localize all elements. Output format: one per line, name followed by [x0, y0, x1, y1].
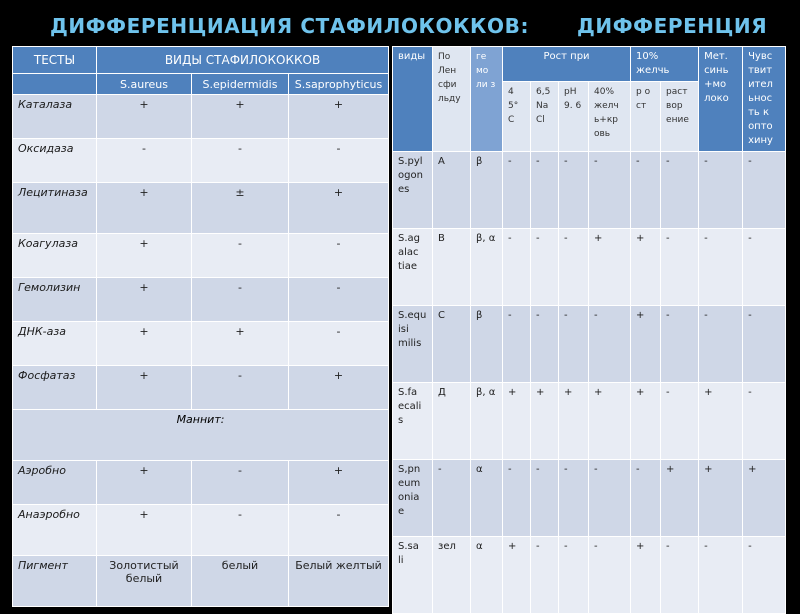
test-value: Золотистый белый — [97, 556, 192, 607]
page-title: ДИФФЕРЕНЦИАЦИЯ СТАФИЛОКОККОВ: — [50, 14, 530, 38]
test-value: + — [192, 322, 289, 366]
lancefield-group: А — [433, 152, 471, 229]
test-value: - — [699, 152, 743, 229]
test-name: Каталаза — [13, 95, 97, 139]
species-header: S.aureus — [97, 74, 192, 95]
species-name: S.fa ecali s — [393, 383, 433, 460]
species-name: S.equ isi milis — [393, 306, 433, 383]
test-value: белый — [192, 556, 289, 607]
hemolysis-type: β, α — [471, 229, 503, 306]
table-row — [13, 139, 389, 183]
test-value: + — [631, 306, 661, 383]
test-value: + — [97, 461, 192, 505]
species-header: S.epidermidis — [192, 74, 289, 95]
hemolysis-type: α — [471, 460, 503, 537]
test-value: + — [699, 460, 743, 537]
test-value: - — [699, 229, 743, 306]
test-value: + — [589, 229, 631, 306]
mannit-section-label: Маннит: — [13, 410, 389, 461]
table-row — [393, 383, 786, 460]
table-row — [393, 460, 786, 537]
test-value: + — [192, 95, 289, 139]
lancefield-group: зел — [433, 537, 471, 614]
lancefield-group: С — [433, 306, 471, 383]
test-value: - — [503, 229, 531, 306]
test-value: - — [661, 383, 699, 460]
test-value: - — [559, 152, 589, 229]
test-value: - — [192, 461, 289, 505]
test-value: - — [559, 537, 589, 614]
test-value: Белый желтый — [289, 556, 389, 607]
hemolysis-type: β — [471, 306, 503, 383]
growth-at-header: Рост при — [503, 47, 631, 82]
growth-subheader: 6,5 Na Cl — [531, 82, 559, 152]
sensitivity-column-header: Чувс твит ител ьнос ть к опто хину — [743, 47, 786, 152]
test-value: - — [559, 229, 589, 306]
test-value: + — [97, 183, 192, 234]
test-value: - — [631, 152, 661, 229]
test-value: + — [699, 383, 743, 460]
hemolysis-type: α — [471, 537, 503, 614]
table-row — [393, 229, 786, 306]
test-name: Аэробно — [13, 461, 97, 505]
test-value: - — [192, 278, 289, 322]
test-value: + — [631, 229, 661, 306]
test-value: - — [699, 537, 743, 614]
page-title-continued: ДИФФЕРЕНЦИЯ — [577, 14, 768, 38]
test-value: - — [743, 229, 786, 306]
test-value: + — [289, 366, 389, 410]
lancefield-group: В — [433, 229, 471, 306]
test-value: + — [589, 383, 631, 460]
test-value: + — [559, 383, 589, 460]
test-name: Коагулаза — [13, 234, 97, 278]
streptococci-table — [392, 46, 786, 614]
test-value: - — [289, 139, 389, 183]
table-row — [13, 505, 389, 556]
test-value: - — [192, 505, 289, 556]
test-value: - — [661, 229, 699, 306]
test-value: + — [97, 278, 192, 322]
tests-header: ТЕСТЫ — [13, 47, 97, 74]
test-value: - — [531, 306, 559, 383]
test-value: - — [559, 306, 589, 383]
table-row — [13, 322, 389, 366]
test-value: - — [531, 229, 559, 306]
table-row — [13, 278, 389, 322]
growth-subheader: 4 5° С — [503, 82, 531, 152]
growth-subheader: 40% желч ь+кр овь — [589, 82, 631, 152]
test-value: - — [531, 152, 559, 229]
test-name: Фосфатаз — [13, 366, 97, 410]
test-value: + — [97, 322, 192, 366]
test-value: + — [97, 234, 192, 278]
test-value: - — [743, 306, 786, 383]
test-value: + — [97, 95, 192, 139]
test-value: - — [503, 306, 531, 383]
lancefield-group: Д — [433, 383, 471, 460]
test-value: - — [192, 139, 289, 183]
table-row — [13, 183, 389, 234]
test-name: Гемолизин — [13, 278, 97, 322]
species-name: S.sa li — [393, 537, 433, 614]
species-group-header: ВИДЫ СТАФИЛОКОККОВ — [97, 47, 389, 74]
test-name: ДНК-аза — [13, 322, 97, 366]
hemolysis-type: β — [471, 152, 503, 229]
test-value: - — [699, 306, 743, 383]
table-row — [393, 537, 786, 614]
staphylococci-table — [12, 46, 389, 607]
test-value: - — [589, 152, 631, 229]
test-value: - — [743, 383, 786, 460]
test-value: - — [289, 278, 389, 322]
test-value: - — [97, 139, 192, 183]
test-value: + — [531, 383, 559, 460]
test-value: - — [743, 152, 786, 229]
test-value: - — [589, 306, 631, 383]
table-row — [13, 366, 389, 410]
test-value: + — [743, 460, 786, 537]
test-name: Лецитиназа — [13, 183, 97, 234]
test-value: - — [559, 460, 589, 537]
test-value: - — [289, 505, 389, 556]
test-value: - — [589, 460, 631, 537]
methylene-column-header: Мет. синь +мо локо — [699, 47, 743, 152]
test-value: - — [589, 537, 631, 614]
test-value: - — [192, 366, 289, 410]
test-value: - — [661, 152, 699, 229]
test-value: ± — [192, 183, 289, 234]
test-value: + — [503, 383, 531, 460]
test-value: + — [289, 95, 389, 139]
test-value: + — [503, 537, 531, 614]
test-value: - — [503, 460, 531, 537]
test-name: Анаэробно — [13, 505, 97, 556]
test-value: + — [661, 460, 699, 537]
test-value: + — [97, 366, 192, 410]
test-value: - — [289, 322, 389, 366]
test-value: - — [192, 234, 289, 278]
test-value: + — [289, 461, 389, 505]
hemolysis-column-header: ге мо ли з — [471, 47, 503, 152]
test-value: - — [661, 306, 699, 383]
test-value: - — [661, 537, 699, 614]
test-value: + — [97, 505, 192, 556]
bile-subheader: раст вор ение — [661, 82, 699, 152]
test-value: + — [631, 383, 661, 460]
table-row — [13, 556, 389, 607]
species-header: S.saprophyticus — [289, 74, 389, 95]
test-name: Оксидаза — [13, 139, 97, 183]
table-row — [13, 95, 389, 139]
test-value: - — [531, 460, 559, 537]
bile-header: 10% желчь — [631, 47, 699, 82]
growth-subheader: pH 9. 6 — [559, 82, 589, 152]
table-row — [13, 234, 389, 278]
test-value: - — [531, 537, 559, 614]
test-value: - — [631, 460, 661, 537]
species-name: S.ag alac tiae — [393, 229, 433, 306]
species-column-header: виды — [393, 47, 433, 152]
hemolysis-type: β, α — [471, 383, 503, 460]
table-row — [393, 152, 786, 229]
test-name: Пигмент — [13, 556, 97, 607]
table-row — [13, 461, 389, 505]
table-row — [393, 306, 786, 383]
bile-subheader: р о ст — [631, 82, 661, 152]
test-value: - — [743, 537, 786, 614]
test-value: + — [289, 183, 389, 234]
lancefield-column-header: По Лен сфи льду — [433, 47, 471, 152]
species-name: S.pyl ogon es — [393, 152, 433, 229]
test-value: - — [503, 152, 531, 229]
blank-header-cell — [13, 74, 97, 95]
test-value: + — [631, 537, 661, 614]
species-name: S,pn eum onia e — [393, 460, 433, 537]
lancefield-group: - — [433, 460, 471, 537]
test-value: - — [289, 234, 389, 278]
